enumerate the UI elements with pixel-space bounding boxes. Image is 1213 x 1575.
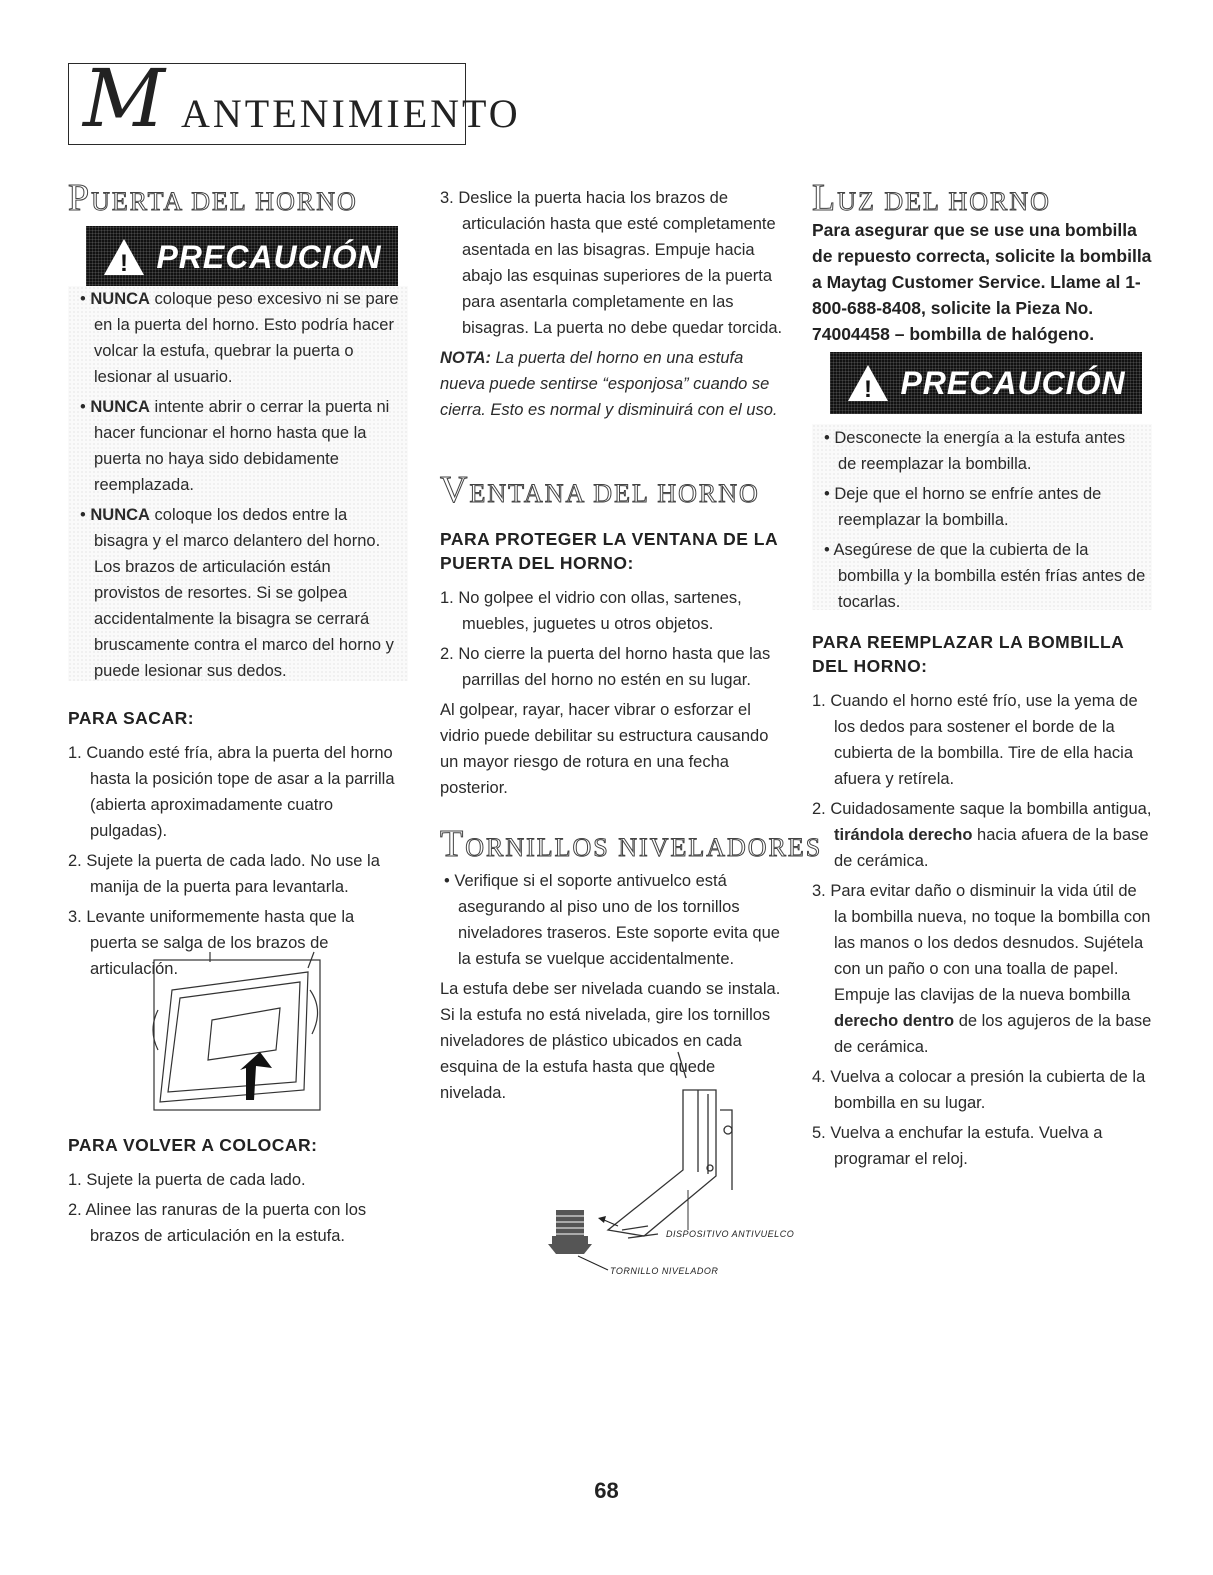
list-item: 2. No cierre la puerta del horno hasta que las parrillas del horno no estén en su lugar. <box>440 645 771 689</box>
caution-item: • Desconecte la energía a la estufa antes de reemplazar la bombilla. <box>824 429 1126 473</box>
list-item: 3. Levante uniformemente hasta que la puerta se salga de los brazos de articulación. <box>68 908 355 978</box>
list-item: 2. Alinee las ranuras de la puerta con los brazos de articulación en la estufa. <box>68 1201 367 1245</box>
list-item: 2. Cuidadosamente saque la bombilla antigua, tirándola derecho hacia afuera de la base de cerámica. <box>812 800 1152 870</box>
warning-triangle-icon <box>102 237 146 277</box>
caution-item: • NUNCA intente abrir o cerrar la puerta ni hacer funcionar el horno hasta que la puerta no haya sido debidamente reemplazada. <box>80 398 390 494</box>
caution-banner-left <box>86 226 398 288</box>
caution-banner-right <box>830 352 1142 414</box>
caption-anti-tip-device: DISPOSITIVO ANTIVUELCO <box>666 1229 795 1239</box>
section-header <box>68 52 521 145</box>
note: NOTA: La puerta del horno en una estufa nueva puede sentirse “esponjosa” cuando se cierra. Esto es normal y disminuirá con el uso. <box>440 349 778 419</box>
svg-text:!: ! <box>864 376 873 403</box>
list-item: 3. Para evitar daño o disminuir la vida útil de la bombilla nueva, no toque la bombilla con las manos o los dedos desnudos. Sujétela con un paño o con una toalla de papel. Empuje las clavijas de la nueva bombilla derecho dentro de los agujeros de la base de cerámica. <box>812 882 1152 1056</box>
bulb-heading: PARA REEMPLAZAR LA BOMBILLA DEL HORNO: <box>812 632 1124 676</box>
list-item: 3. Deslice la puerta hacia los brazos de articulación hasta que esté completamente asentada en las bisagras. Empuje hacia abajo las esquinas superiores de la puerta para asentarla completamente en las bisagras. La puerta no debe quedar torcida. <box>440 189 783 337</box>
remove-heading: PARA SACAR: <box>68 708 195 728</box>
anti-tip-illustration <box>548 1050 798 1290</box>
oven-light-title: LUZ DEL HORNO <box>812 177 1051 219</box>
list-item: 5. Vuelva a enchufar la estufa. Vuelva a programar el reloj. <box>812 1124 1103 1168</box>
caution-list-left <box>76 286 400 688</box>
header-initial: M <box>83 52 165 145</box>
window-section <box>440 527 784 805</box>
leveling-bullet: • Verifique si el soporte antivuelco está asegurando al piso uno de los tornillos niveladores traseros. Este soporte evita que la estufa se vuelque accidentalmente. <box>444 872 780 968</box>
header-title: ANTENIMIENTO <box>181 91 521 136</box>
caution-item: • NUNCA coloque peso excesivo ni se pare en la puerta del horno. Esto podría hacer volcar la estufa, quebrar la puerta o lesionar al usuario. <box>80 290 399 386</box>
caution-label: PRECAUCIÓN <box>900 364 1126 401</box>
caution-item: • Asegúrese de que la cubierta de la bombilla y la bombilla estén frías antes de tocarlas. <box>824 541 1146 611</box>
oven-door-title: PUERTA DEL HORNO <box>68 177 358 219</box>
light-intro: Para asegurar que se use una bombilla de repuesto correcta, solicite la bombilla a Maytag Customer Service. Llame al 1-800-688-8408, solicite la Pieza No. 74004458 – bombilla de halógeno. <box>812 220 1152 344</box>
leveling-paragraph: La estufa debe ser nivelada cuando se instala. Si la estufa no está nivelada, gire los tornillos niveladores de plástico ubicados en cada esquina de la estufa hasta que quede nivelada. <box>440 980 781 1102</box>
replace-door-section <box>68 1133 398 1253</box>
list-item: 1. Cuando esté fría, abra la puerta del horno hasta la posición tope de asar a la parrilla (abierta aproximadamente cuatro pulgadas). <box>68 744 395 840</box>
page-number: 68 <box>594 1478 619 1503</box>
list-item: 1. No golpee el vidrio con ollas, sartenes, muebles, juguetes u otros objetos. <box>440 589 742 633</box>
door-step-3 <box>440 185 784 427</box>
caution-list-right <box>820 425 1148 619</box>
list-item: 1. Cuando el horno esté frío, use la yema de los dedos para sostener el borde de la cubierta de la bombilla. Tire de ella hacia afuera y retírela. <box>812 692 1138 788</box>
caption-leveling-screw: TORNILLO NIVELADOR <box>610 1266 719 1276</box>
remove-door-section <box>68 706 398 986</box>
caution-item: • NUNCA coloque los dedos entre la bisagra y el marco delantero del horno. Los brazos de articulación están provistos de resortes. Si se golpea accidentalmente la bisagra se cerrará bruscamente contra el marco del horno y puede lesionar sus dedos. <box>80 506 394 680</box>
window-paragraph: Al golpear, rayar, hacer vibrar o esforzar el vidrio puede debilitar su estructura causando un mayor riesgo de rotura en una fecha posterior. <box>440 701 769 797</box>
list-item: 2. Sujete la puerta de cada lado. No use la manija de la puerta para levantarla. <box>68 852 380 896</box>
caution-item: • Deje que el horno se enfríe antes de reemplazar la bombilla. <box>824 485 1102 529</box>
leveling-title: TORNILLOS NIVELADORES <box>440 823 823 865</box>
replace-heading: PARA VOLVER A COLOCAR: <box>68 1135 318 1155</box>
warning-triangle-icon <box>846 363 890 403</box>
list-item: 4. Vuelva a colocar a presión la cubierta de la bombilla en su lugar. <box>812 1068 1146 1112</box>
oven-window-title: VENTANA DEL HORNO <box>440 469 760 511</box>
oven-door-illustration <box>150 950 330 1122</box>
svg-text:!: ! <box>120 250 129 277</box>
window-heading: PARA PROTEGER LA VENTANA DE LA PUERTA DEL HORNO: <box>440 529 778 573</box>
list-item: 1. Sujete la puerta de cada lado. <box>68 1171 306 1189</box>
caution-label: PRECAUCIÓN <box>156 238 382 275</box>
replace-bulb-section <box>812 630 1152 1176</box>
